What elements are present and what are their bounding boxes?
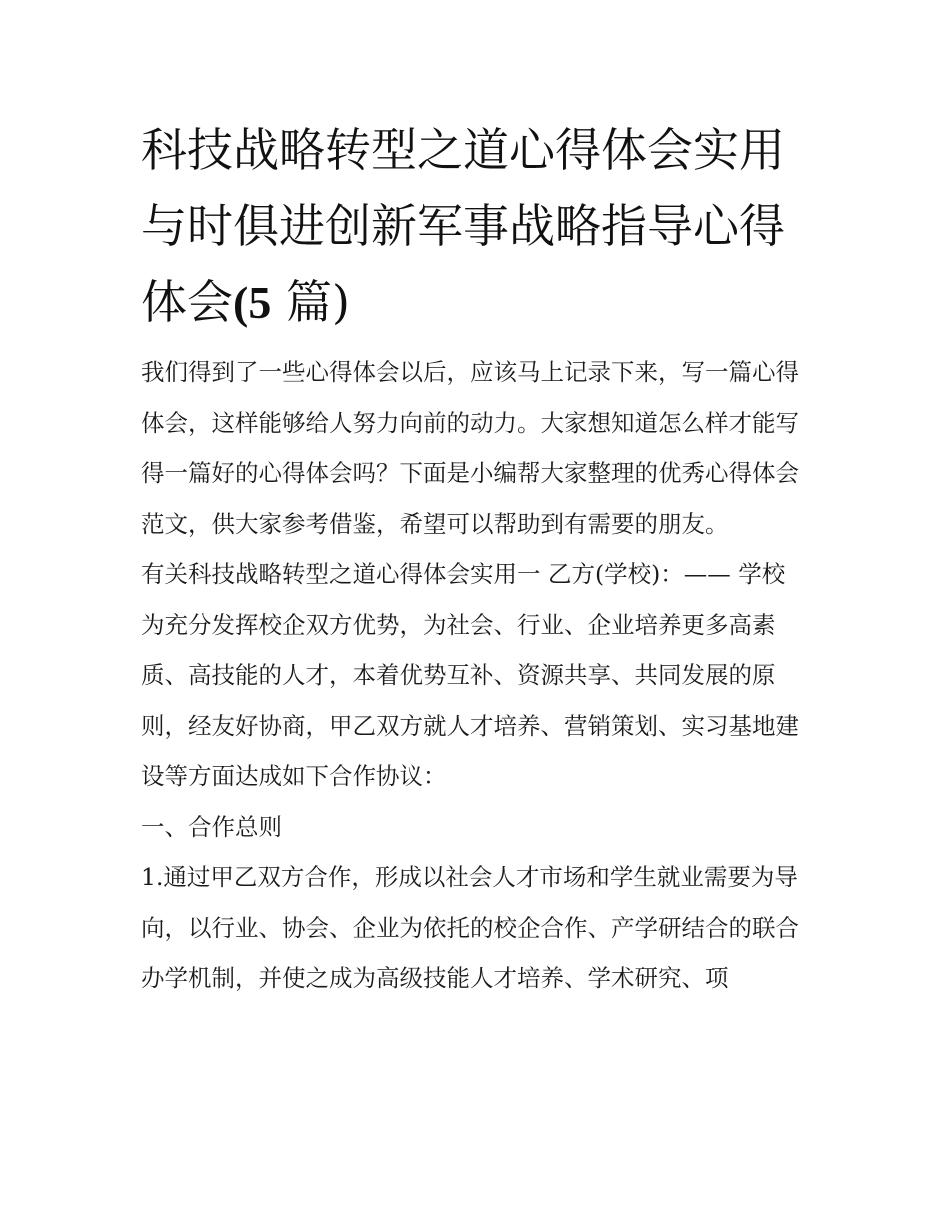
title-count: (5 bbox=[233, 277, 272, 328]
title-text: 科技战略转型之道心得体会实用 与时俱进创新军事战略指导心得体会 bbox=[141, 123, 785, 329]
document-title bbox=[141, 112, 813, 341]
subsection-heading: 一、合作总则 bbox=[141, 812, 282, 841]
section-heading: 有关科技战略转型之道心得体会实用一 乙方(学校)：—— 学校 bbox=[141, 560, 786, 588]
title-suffix: 篇) bbox=[271, 275, 350, 329]
intro-paragraph: 我们得到了一些心得体会以后，应该马上记录下来，写一篇心得体会，这样能够给人努力向前的动力。大家想知道怎么样才能写得一篇好的心得体会吗？下面是小编帮大家整理的优秀心得体会范文，供大家参考借鉴，希望可以帮助到有需要的朋友。 bbox=[141, 358, 799, 538]
clause-paragraph: 1.通过甲乙双方合作，形成以社会人才市场和学生就业需要为导向，以行业、协会、企业为依托的校企合作、产学研结合的联合办学机制，并使之成为高级技能人才培养、学术研究、项 bbox=[141, 863, 799, 992]
purpose-paragraph: 为充分发挥校企双方优势，为社会、行业、企业培养更多高素质、高技能的人才，本着优势互补、资源共享、共同发展的原则，经友好协商，甲乙双方就人才培养、营销策划、实习基地建设等方面达成如下合作协议： bbox=[141, 610, 799, 790]
document-body bbox=[141, 112, 813, 1004]
